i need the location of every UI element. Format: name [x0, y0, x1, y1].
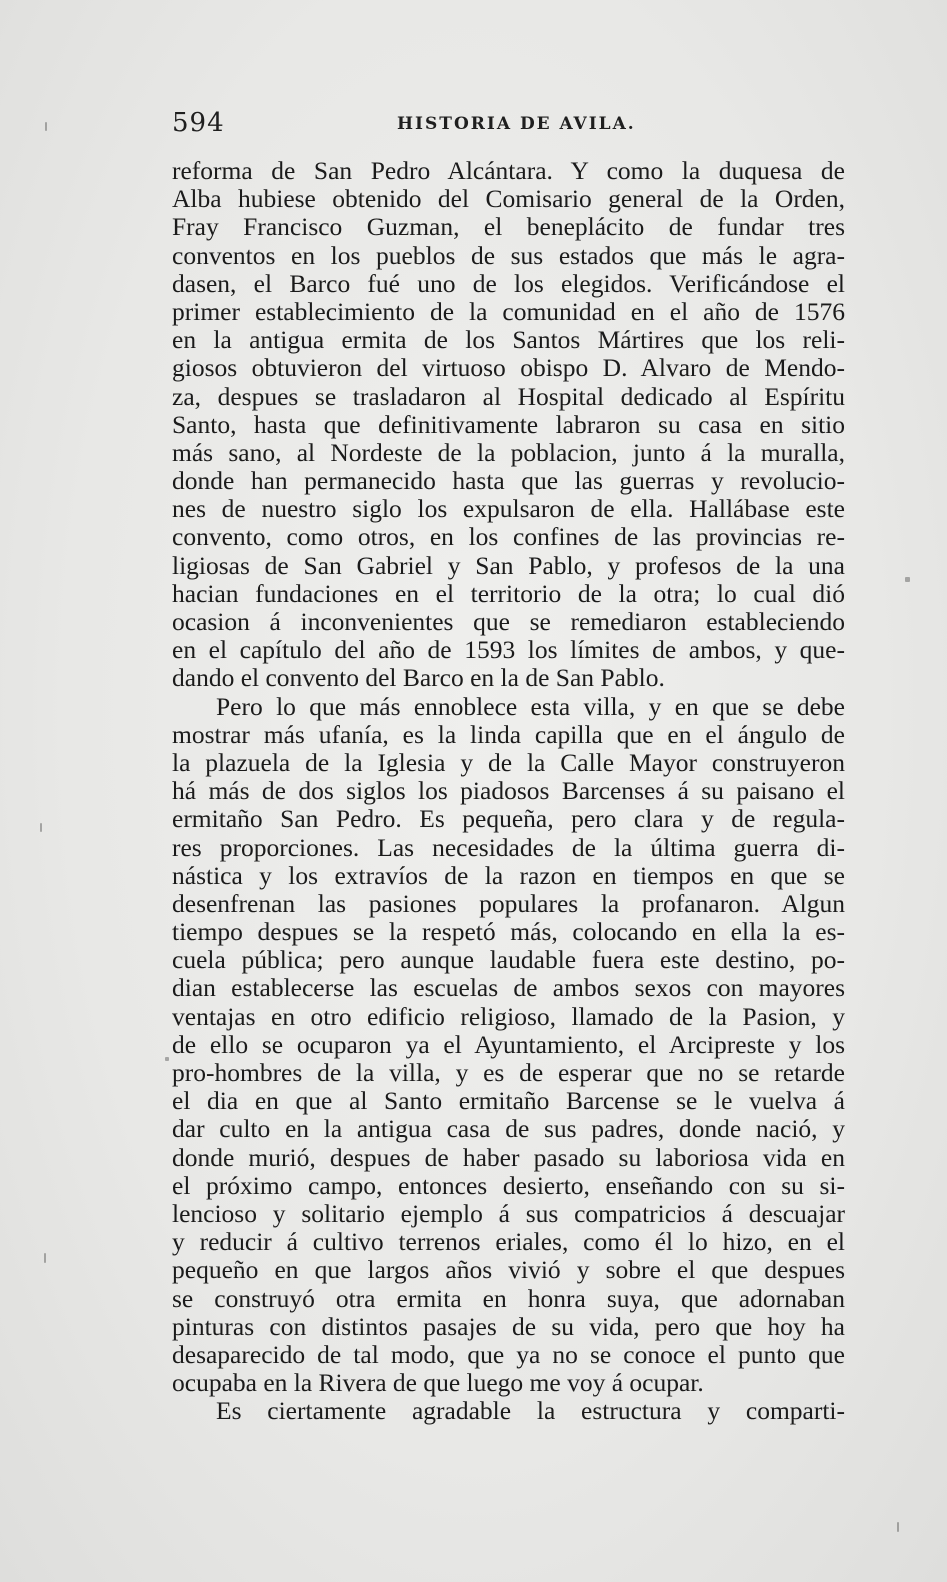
text-line: há más de dos siglos los piadosos Barcenses á su paisano el [172, 776, 845, 806]
page-number: 594 [172, 108, 225, 138]
text-line: conventos en los pueblos de sus estados que más le agra- [172, 240, 845, 270]
paper-speck [165, 1057, 169, 1061]
text-line: ocupaba en la Rivera de que luego me voy á ocupar. [172, 1368, 704, 1398]
text-line: convento, como otros, en los confines de las provincias re- [172, 522, 845, 552]
body-text [172, 157, 845, 1425]
text-line: res proporciones. Las necesidades de la última guerra di- [172, 832, 845, 862]
text-line: Pero lo que más ennoblece esta villa, y en que se debe [216, 691, 845, 721]
paper-speck [897, 1522, 899, 1532]
text-line: dando el convento del Barco en la de San Pablo. [172, 663, 665, 693]
text-line: el próximo campo, entonces desierto, enseñando con su si- [172, 1170, 845, 1200]
text-line: se construyó otra ermita en honra suya, que adornaban [172, 1283, 845, 1313]
running-title: HISTORIA DE AVILA. [397, 114, 636, 134]
text-line: Alba hubiese obtenido del Comisario general de la Orden, [172, 184, 845, 214]
text-line: primer establecimiento de la comunidad en el año de 1576 [172, 296, 845, 326]
text-line: y reducir á cultivo terrenos eriales, como él lo hizo, en el [172, 1227, 845, 1257]
text-line: dian establecerse las escuelas de ambos sexos con mayores [172, 973, 845, 1003]
text-line: Es ciertamente agradable la estructura y comparti- [216, 1396, 845, 1426]
text-line: ligiosas de San Gabriel y San Pablo, y profesos de la una [172, 550, 845, 580]
text-line: donde murió, despues de haber pasado su laboriosa vida en [172, 1142, 845, 1172]
text-line: hacian fundaciones en el territorio de la otra; lo cual dió [172, 578, 845, 608]
text-line: cuela pública; pero aunque laudable fuera este destino, po- [172, 945, 845, 975]
text-line: mostrar más ufanía, es la linda capilla que en el ángulo de [172, 719, 845, 749]
text-line: de ello se ocuparon ya el Ayuntamiento, el Arcipreste y los [172, 1029, 845, 1059]
text-line: desaparecido de tal modo, que ya no se conoce el punto que [172, 1339, 845, 1369]
text-line: en la antigua ermita de los Santos Mártires que los reli- [172, 325, 845, 355]
text-line: Santo, hasta que definitivamente labraron su casa en sitio [172, 409, 845, 439]
text-line: nes de nuestro siglo los expulsaron de ella. Hallábase este [172, 494, 845, 524]
text-line: dasen, el Barco fué uno de los elegidos. Verificándose el [172, 268, 845, 298]
paper-speck [45, 122, 47, 131]
text-line: desenfrenan las pasiones populares la profanaron. Algun [172, 888, 845, 918]
text-line: Fray Francisco Guzman, el beneplácito de fundar tres [172, 212, 845, 242]
paper-speck [44, 1253, 46, 1263]
text-line: za, despues se trasladaron al Hospital dedicado al Espíritu [172, 381, 845, 411]
text-line: pro-hombres de la villa, y es de esperar que no se retarde [172, 1058, 845, 1087]
text-line: ocasion á inconvenientes que se remediaron estableciendo [172, 607, 845, 636]
text-line: tiempo despues se la respetó más, colocando en ella la es- [172, 917, 845, 947]
text-line: en el capítulo del año de 1593 los límites de ambos, y que- [172, 635, 845, 665]
text-line: reforma de San Pedro Alcántara. Y como la duquesa de [172, 156, 845, 185]
text-line: el dia en que al Santo ermitaño Barcense se le vuelva á [172, 1086, 845, 1116]
paper-speck [40, 823, 42, 832]
running-head [172, 108, 845, 142]
text-line: la plazuela de la Iglesia y de la Calle Mayor construyeron [172, 747, 845, 777]
text-line: más sano, al Nordeste de la poblacion, junto á la muralla, [172, 437, 845, 467]
text-line: ventajas en otro edificio religioso, llamado de la Pasion, y [172, 1001, 845, 1031]
text-line: giosos obtuvieron del virtuoso obispo D. Alvaro de Mendo- [172, 353, 845, 383]
text-line: dar culto en la antigua casa de sus padres, donde nació, y [172, 1114, 845, 1144]
text-line: nástica y los extravíos de la razon en tiempos en que se [172, 860, 845, 890]
text-line: ermitaño San Pedro. Es pequeña, pero clara y de regula- [172, 804, 845, 834]
text-line: pinturas con distintos pasajes de su vida, pero que hoy ha [172, 1311, 845, 1341]
text-line: lencioso y solitario ejemplo á sus compatricios á descuajar [172, 1198, 845, 1228]
paper-speck [905, 577, 910, 582]
text-line: pequeño en que largos años vivió y sobre el que despues [172, 1255, 845, 1285]
text-line: donde han permanecido hasta que las guerras y revolucio- [172, 466, 845, 496]
